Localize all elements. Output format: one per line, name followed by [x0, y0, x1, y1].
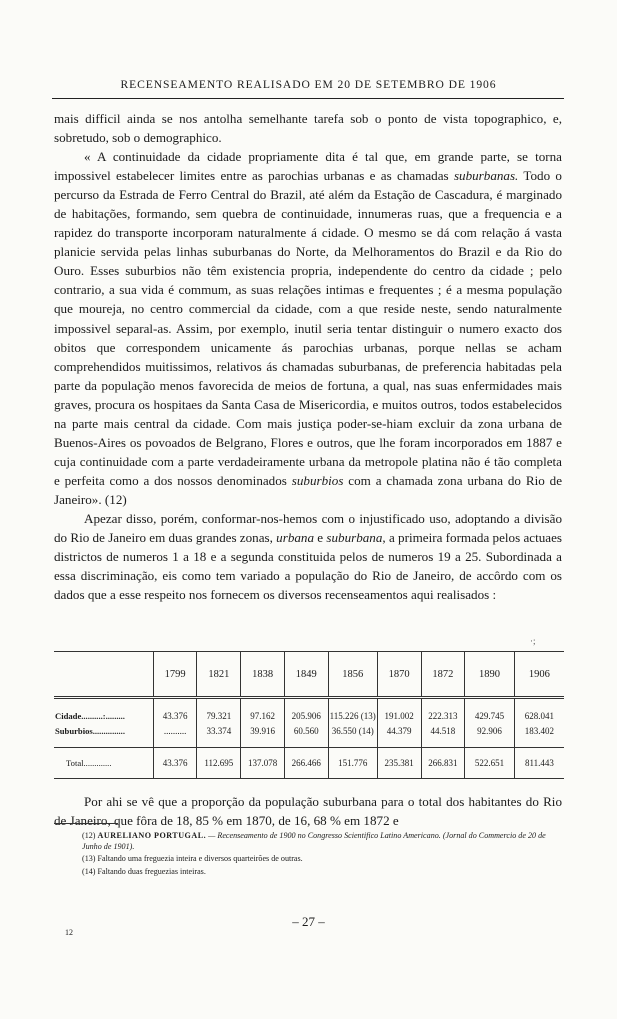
margin-mark: ·; [530, 636, 536, 646]
table-cell: 36.550 (14) [328, 723, 377, 748]
table-cell: 183.402 [514, 723, 564, 748]
table-cell: 266.831 [421, 748, 465, 779]
table-cell: 137.078 [241, 748, 285, 779]
table-row-city [54, 698, 564, 724]
table-cell: 151.776 [328, 748, 377, 779]
footnote-number: (12) [82, 831, 96, 840]
table-cell: 222.313 [421, 698, 465, 724]
footnote-12 [82, 830, 560, 852]
row-label: Suburbios............... [55, 726, 125, 736]
table-cell: 43.376 [153, 698, 197, 724]
year-header: 1872 [421, 652, 465, 698]
p2-text-b: Todo o percurso da Estrada de Ferro Central do Brazil, até além da Estação de Cascadura, é marginado de habitações, formando, sem quebra de continuidade, innumeras ruas, que a frequencia e a rapidez do transporte incorporam naturalmente á cidade. O mesmo se dá com relação á vasta planicie servida pelas linhas suburbanas do Norte, da Melhoramentos do Brazil e da Rio do Ouro. Esses suburbios não têm existencia propria, independente do centro da cidade ; pelo contrario, a sua vida é commum, as suas relações intimas e frequentes ; é a mesma população que moureja, no centro commercial da cidade, com a que reside neste, sendo naturalmente impossivel separal-as. Assim, por exemplo, inutil seria tentar distinguir o numero exacto dos obitos que correspondem unicamente ás parochias urbanas, porque nellas se acham comprehendidos muitissimos, relativos ás chamadas suburbanas, de preferencia habitadas pela parte da população menos favorecida de meios de fortuna, a qual, nas suas enfermidades mais graves, procura os hospitaes da Santa Casa de Misericordia, e muitos outros, todos estabelecidos na parte mais central da cidade. Com mais justiça poder-se-hiam excluir da zona urbana de Buenos-Aires os povoados de Belgrano, Flores e outros, que lhe foram incorporados em 1887 e cuja continuidade com a parte verdadeiramente urbana da metropole platina não é tão completa e perfeita como a dos nossos denominados [54, 168, 562, 488]
p2-text-c: com a chamada zona urbana do Rio de Janeiro». [54, 472, 563, 507]
footnote-13: (13) Faltando uma freguezia inteira e diversos quarteirões de outras. [82, 854, 303, 864]
table-cell: 33.374 [197, 723, 241, 748]
table-cell: 429.745 [465, 698, 515, 724]
p3-text-a: Apezar disso, porém, conformar-nos-hemos com o injustificado uso, adoptando a divisão do Rio de Janeiro em duas grandes zonas, [54, 510, 562, 546]
year-header: 1890 [465, 652, 515, 698]
footnote-author: AURELIANO PORTUGAL. [97, 831, 207, 840]
table-cell: 44.518 [421, 723, 465, 748]
footnotes [82, 830, 560, 878]
table-cell: 115.226 (13) [328, 698, 377, 724]
p2-text-a: « A continuidade da cidade propriamente dita é tal que, em grande parte, se torna impossivel estabelecer limites entre as parochias urbanas e as chamadas [54, 149, 562, 184]
footnote-citation: — Recenseamento de 1900 no Congresso Scientifico Latino Americano. (Jornal do Commercio de 20 de Junho de 1901). [82, 831, 546, 852]
p3-text-and: e [314, 530, 327, 546]
year-header: 1856 [328, 652, 377, 698]
footnote-ref-12: (12) [104, 491, 127, 507]
page-number: – 27 – [292, 914, 325, 929]
table-cell: 191.002 [377, 698, 421, 724]
year-header: 1799 [153, 652, 197, 698]
year-header: 1838 [241, 652, 285, 698]
main-text [54, 109, 562, 604]
table-cell: 811.443 [514, 748, 564, 779]
signature-mark: 12 [65, 928, 73, 937]
paragraph-2 [54, 147, 562, 509]
year-header: 1870 [377, 652, 421, 698]
table-cell: 43.376 [153, 748, 197, 779]
footnote-rule [54, 823, 118, 824]
table-cell: 205.906 [284, 698, 328, 724]
footnote-14: (14) Faltando duas freguezias inteiras. [82, 866, 206, 876]
table-cell: 92.906 [465, 723, 515, 748]
year-header: 1849 [284, 652, 328, 698]
year-header: 1821 [197, 652, 241, 698]
table-cell: .......... [153, 723, 197, 748]
table-cell: 39.916 [241, 723, 285, 748]
table-cell: 44.379 [377, 723, 421, 748]
table-header-row [54, 652, 564, 698]
p3-text-b: , a primeira formada pelos actuaes districtos de numeros 1 a 18 e a segunda constituida pelos de numeros 19 a 25. Subordinada a essa discriminação, eis como tem variado a população do Rio de Janeiro, de accôrdo com os dados que a esse respeito nos fornecem os diversos recenseamentos aqui realisados : [54, 530, 562, 603]
p2-italic-suburbios: suburbios [291, 472, 344, 488]
table-cell: 235.381 [377, 748, 421, 779]
closing-paragraph: Por ahi se vê que a proporção da população suburbana para o total dos habitantes do Rio de Janeiro, que fôra de 18, 85 % em 1870, de 16, 68 % em 1872 e [54, 794, 562, 829]
row-label: Cidade..........:......... [55, 711, 125, 721]
p3-italic-urbana: urbana [276, 530, 315, 546]
running-header: RECENSEAMENTO REALISADO EM 20 DE SETEMBRO DE 1906 [120, 78, 497, 91]
table-cell: 97.162 [241, 698, 285, 724]
table-row-total [54, 748, 564, 779]
table-cell: 79.321 [197, 698, 241, 724]
p3-italic-suburbana: suburbana [326, 530, 383, 546]
header-rule [52, 98, 564, 99]
p2-italic-suburbanas: suburbanas. [453, 168, 519, 184]
table-cell: 628.041 [514, 698, 564, 724]
table-cell: 522.651 [465, 748, 515, 779]
paragraph-1: mais difficil ainda se nos antolha semelhante tarefa sob o ponto de vista topographico, e, sobretudo, sob o demographico. [54, 111, 562, 146]
population-table [54, 651, 564, 779]
row-label: Total............. [54, 748, 153, 779]
table-cell: 60.560 [284, 723, 328, 748]
table-corner-cell [54, 652, 153, 698]
table-cell: 112.695 [197, 748, 241, 779]
year-header: 1906 [514, 652, 564, 698]
table-cell: 266.466 [284, 748, 328, 779]
table-row-suburbs [54, 723, 564, 748]
paragraph-3 [54, 509, 562, 604]
